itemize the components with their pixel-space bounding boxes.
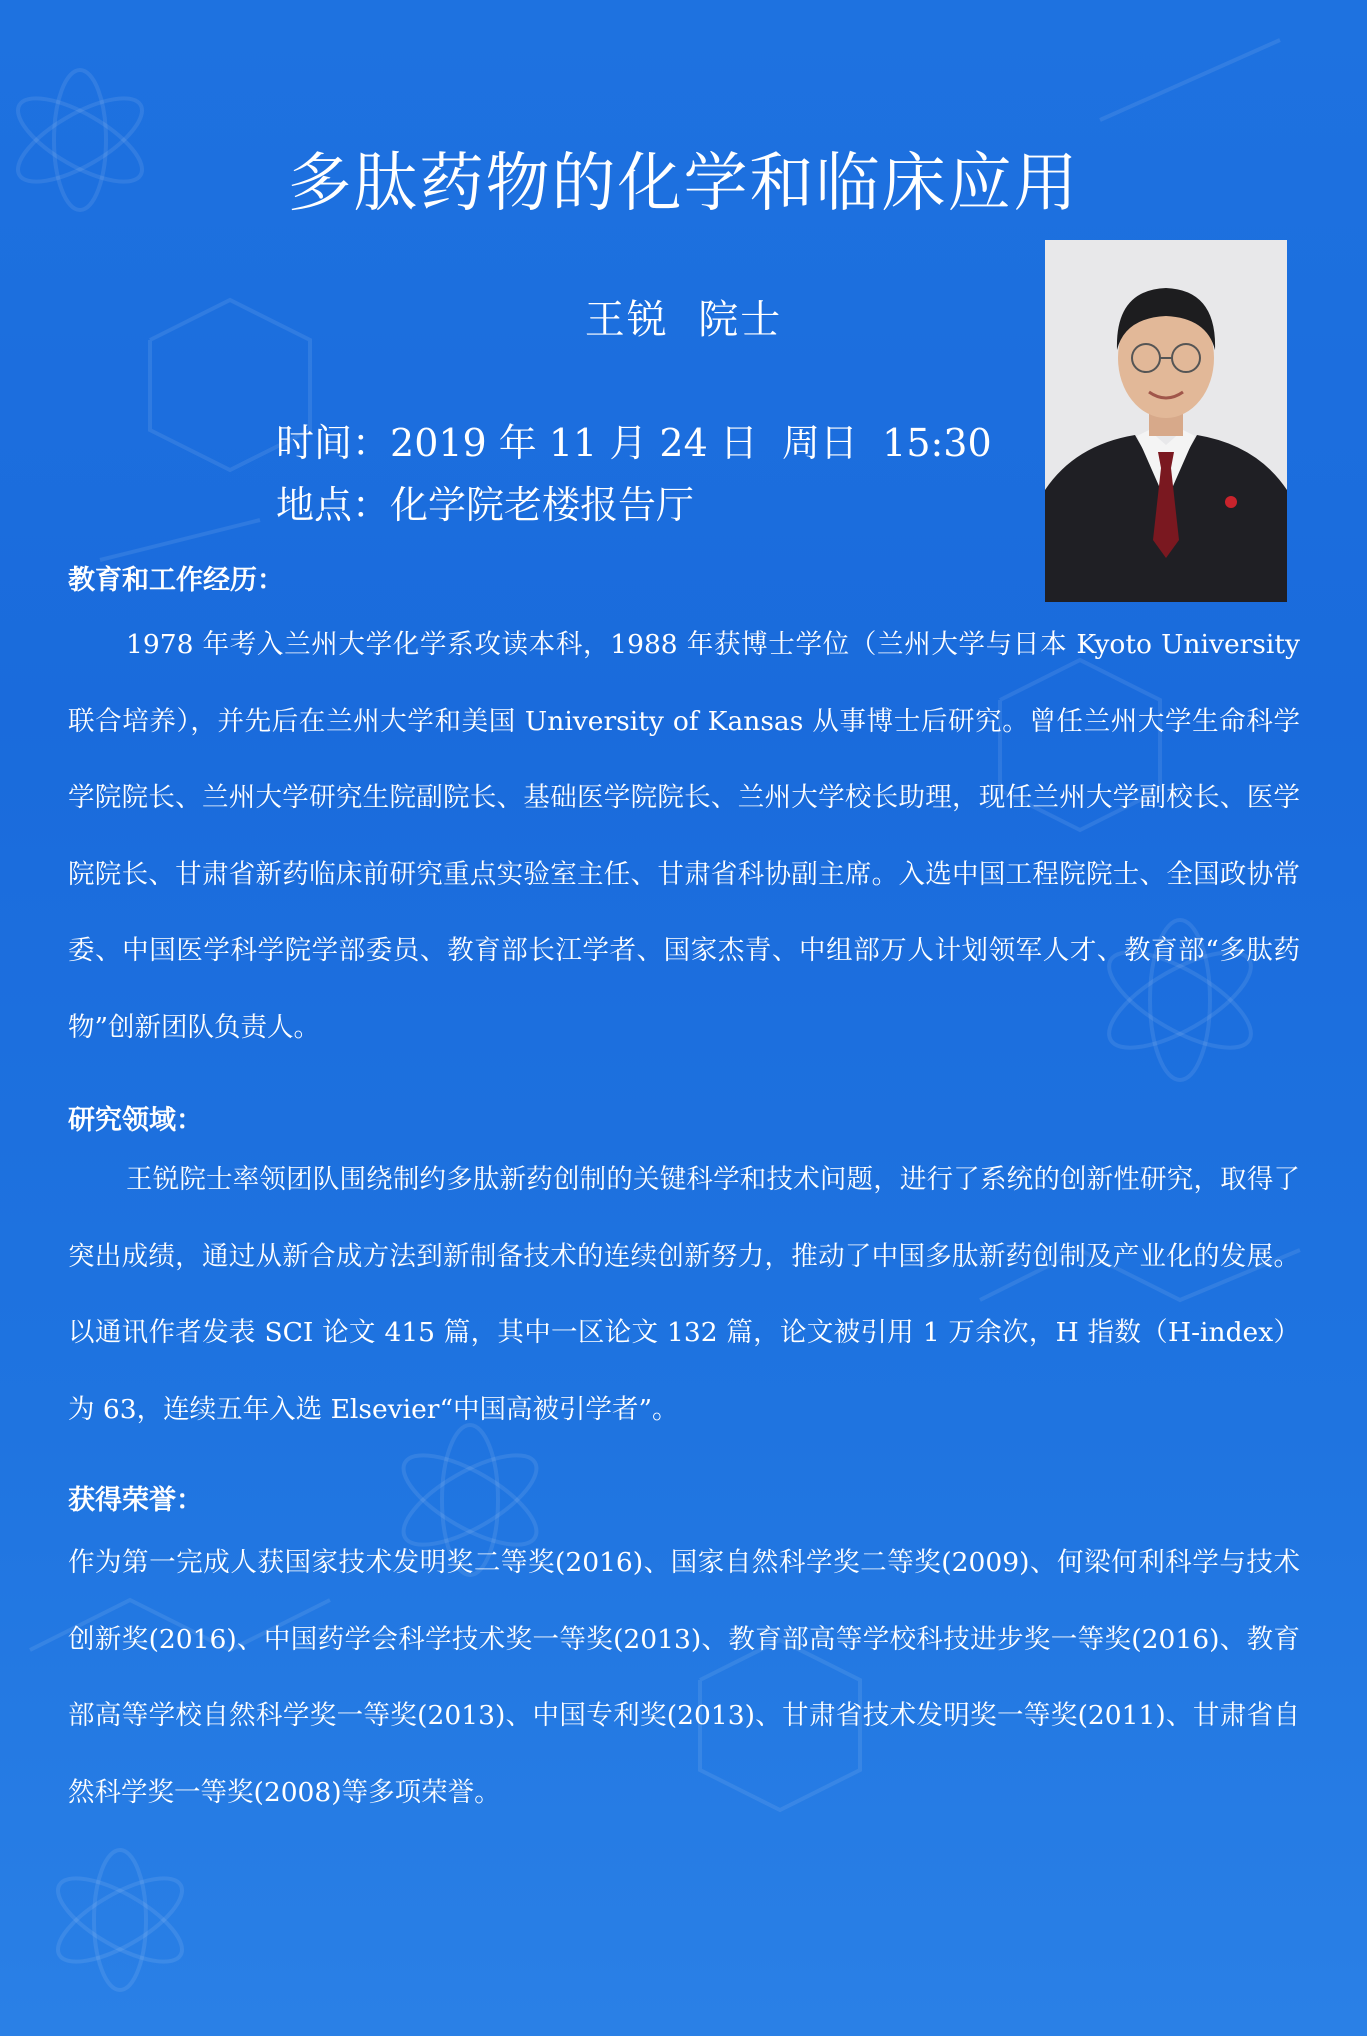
education-heading: 教育和工作经历： — [68, 565, 284, 596]
speaker-name: 王锐 院士 — [584, 297, 783, 343]
event-time — [276, 412, 992, 467]
time-value: 2019 年 11 月 24 日 周日 15:30 — [390, 421, 992, 465]
honors-heading: 获得荣誉： — [68, 1485, 203, 1516]
place-value: 化学院老楼报告厅 — [390, 483, 695, 527]
event-place — [276, 474, 694, 529]
research-text: 王锐院士率领团队围绕制约多肽新药创制的关键科学和技术问题，进行了系统的创新性研究，取得了突出成绩，通过从新合成方法到新制备技术的连续创新努力，推动了中国多肽新药创制及产业化的发展。以通讯作者发表 SCI 论文 415 篇，其中一区论文 132 篇，论文被引用 1 万余次，H 指数（H-index）为 63，连续五年入选 Elsevier“中国高被引学者”。 — [68, 1164, 1300, 1425]
place-label: 地点： — [276, 483, 391, 527]
honors-text: 作为第一完成人获国家技术发明奖二等奖(2016)、国家自然科学奖二等奖(2009)、何梁何利科学与技术创新奖(2016)、中国药学会科学技术奖一等奖(2013)、教育部高等学校科技进步奖一等奖(2016)、教育部高等学校自然科学奖一等奖(2013)、中国专利奖(2013)、甘肃省技术发明奖一等奖(2011)、甘肃省自然科学奖一等奖(2008)等多项荣誉。 — [68, 1547, 1300, 1808]
time-label: 时间： — [276, 421, 391, 465]
research-heading: 研究领域： — [68, 1105, 203, 1136]
speaker-photo — [1045, 240, 1287, 602]
poster-title: 多肽药物的化学和临床应用 — [287, 147, 1080, 221]
education-text: 1978 年考入兰州大学化学系攻读本科，1988 年获博士学位（兰州大学与日本 Kyoto University 联合培养），并先后在兰州大学和美国 University of Kansas 从事博士后研究。曾任兰州大学生命科学学院院长、兰州大学研究生院副院长、基础医学院院长、兰州大学校长助理，现任兰州大学副校长、医学院院长、甘肃省新药临床前研究重点实验室主任、甘肃省科协副主席。入选中国工程院院士、全国政协常委、中国医学科学院学部委员、教育部长江学者、国家杰青、中组部万人计划领军人才、教育部“多肽药物”创新团队负责人。 — [68, 629, 1300, 1043]
portrait-icon — [1045, 240, 1287, 602]
